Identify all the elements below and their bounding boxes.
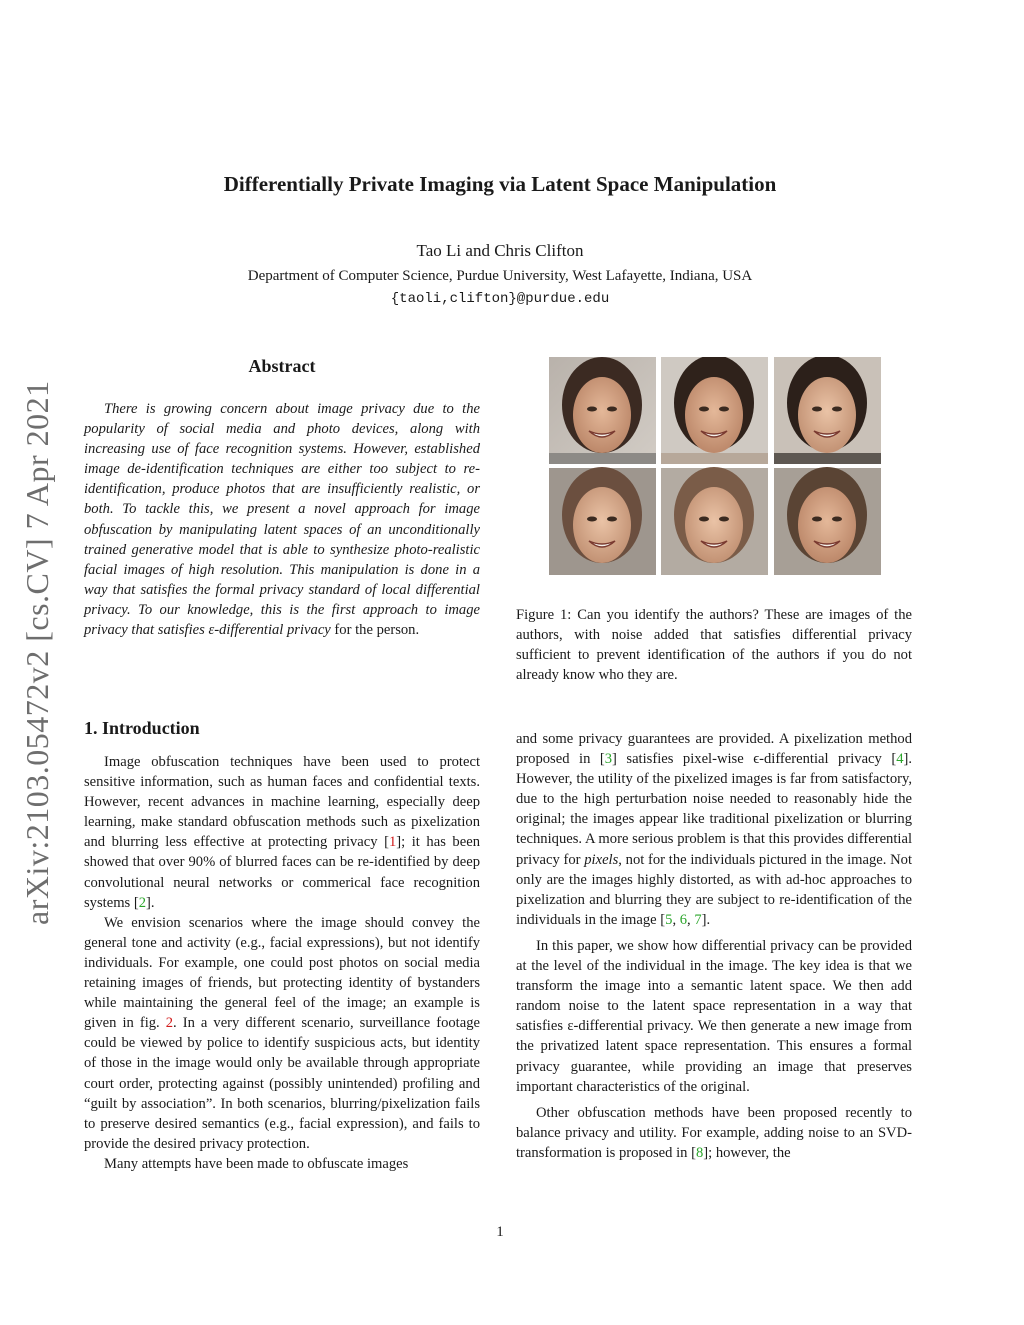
intro-paragraph-3: Many attempts have been made to obfuscate images xyxy=(104,1155,409,1172)
right-paragraph-1: and some privacy guarantees are provided. A pixelization method proposed in [3] satisfies pixel-wise ϵ-differential privacy [4]. However, the utility of the pixelized images is far from satisfactory, due to the high perturbation noise needed to reasonably hide the original; the images appear like traditional pixelization or blurring techniques. A more serious problem is that this provides differential privacy for pixels, not for the individuals pictured in the image. Not only are the images highly distorted, as with ad-hoc approaches to pixelization and blurring they are subject to re-identification of the individuals in the image [5, 6, 7]. xyxy=(516,731,913,928)
citation-link-2[interactable]: 2 xyxy=(138,894,147,911)
figure-ref-link[interactable]: 2 xyxy=(165,1015,174,1032)
right-paragraph-2: In this paper, we show how differential privacy can be provided at the level of the individual in the image. The key idea is that we transform the image into a semantic latent space. We then add random noise to the latent space representation in a way that satisfies ε-differential privacy. We then generate a new image from the privatized latent space representation. This ensures a formal privacy guarantee, while providing an image that preserves important characteristics of the original. xyxy=(516,937,912,1095)
paper-title: Differentially Private Imaging via Latent Space Manipulation xyxy=(223,172,777,196)
face-image-5 xyxy=(661,467,768,575)
intro-paragraph-1: Image obfuscation techniques have been used to protect sensitive information, such as human faces and confidential texts. However, recent advances in machine learning, especially deep learning, make standard obfuscation methods such as pixelization and blurring less effective at protecting privacy [1]; it has been showed that over 90% of blurred faces can be re-identified by deep convolutional neural networks or commerical face recognition systems [2]. xyxy=(84,754,480,911)
right-paragraph-3: Other obfuscation methods have been proposed recently to balance privacy and utility. For example, adding noise to an SVD-transformation is proposed in [8]; however, the xyxy=(516,1104,912,1161)
face-image-6 xyxy=(774,467,881,575)
email: {taoli,clifton}@purdue.edu xyxy=(390,291,610,307)
arxiv-identifier: arXiv:2103.05472v2 [cs.CV] 7 Apr 2021 xyxy=(19,380,55,925)
figure-1-caption: Figure 1: Can you identify the authors? These are images of the authors, with noise added that satisfies differential privacy sufficient to prevent identification of the authors if you do not already know who they are. xyxy=(516,607,912,684)
page-number: 1 xyxy=(496,1224,504,1240)
intro-right-column xyxy=(516,729,912,1163)
intro-paragraph-2: We envision scenarios where the image should convey the general tone and activity (e.g., facial expressions), but not identify individuals. For example, one could post photos on social media retaining images of friends, but protecting identity of bystanders while maintaining the general feel of the image; an example is given in fig. 2. In a very different scenario, surveillance footage could be viewed by police to identify suspicious acts, but identity of those in the image would only be available through appropriate court order, protecting against (possibly unintended) profiling and “guilt by association”. In both scenarios, blurring/pixelization fails to preserve desired semantics (e.g., facial expression), and fails to provide the desired privacy protection. xyxy=(84,914,480,1152)
intro-left-column xyxy=(84,752,480,1174)
figure-1-face-grid xyxy=(549,357,881,575)
authors: Tao Li and Chris Clifton xyxy=(416,241,584,260)
citation-link-7[interactable]: 7 xyxy=(694,911,702,928)
section-heading-introduction: 1. Introduction xyxy=(84,718,200,738)
face-image-2 xyxy=(661,357,768,464)
citation-link-4[interactable]: 4 xyxy=(896,751,904,768)
abstract-tail: for the person. xyxy=(330,622,420,639)
citation-link-8[interactable]: 8 xyxy=(695,1144,704,1161)
face-image-3 xyxy=(774,357,881,464)
abstract-body: There is growing concern about image privacy due to the popularity of social media and photo devices, along with increasing use of face recognition systems. However, established image de-identification techniques are either too subject to re-identification, produce photos that are insufficiently realistic, or both. To tackle this, we present a novel approach for image obfuscation by manipulating latent spaces of an unconditionally trained generative model that is able to synthesize photo-realistic facial images of high resolution. This manipulation is done in a way that satisfies the formal privacy standard of local differential privacy. To our knowledge, this is the first approach to image privacy that satisfies ε-differential privacy xyxy=(84,401,480,639)
affiliation: Department of Computer Science, Purdue University, West Lafayette, Indiana, USA xyxy=(247,268,753,284)
abstract-heading: Abstract xyxy=(248,356,316,376)
citation-link-6[interactable]: 6 xyxy=(679,911,688,928)
citation-link-5[interactable]: 5 xyxy=(665,911,673,928)
citation-link-1[interactable]: 1 xyxy=(388,834,397,851)
face-image-4 xyxy=(549,467,656,575)
face-image-1 xyxy=(549,357,656,464)
abstract-text xyxy=(84,399,480,640)
citation-link-3[interactable]: 3 xyxy=(604,751,613,768)
